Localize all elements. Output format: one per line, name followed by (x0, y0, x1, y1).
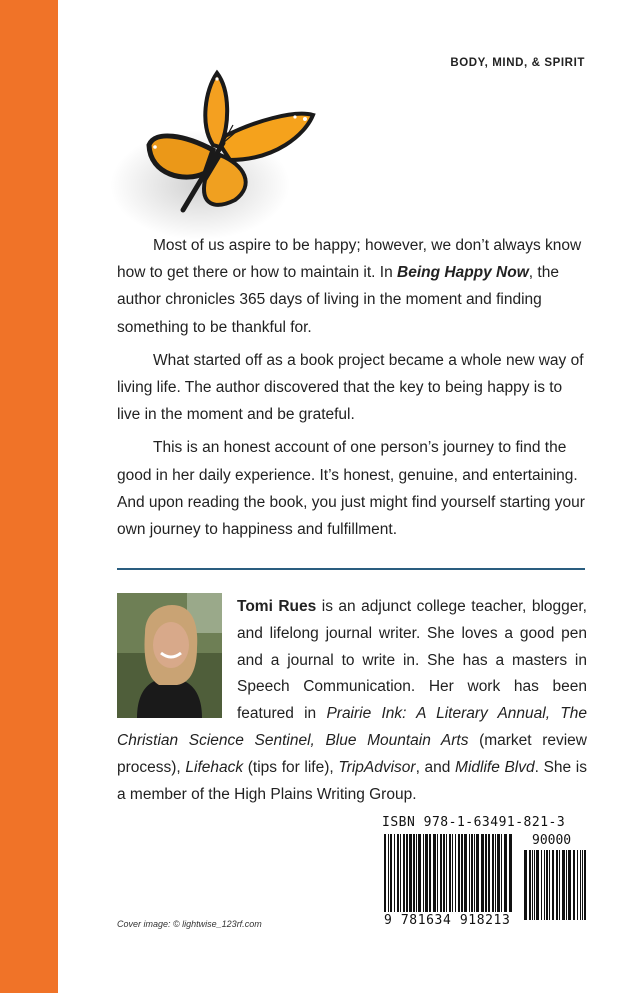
category-label: BODY, MIND, & SPIRIT (450, 57, 585, 69)
section-divider (117, 568, 585, 570)
book-title: Being Happy Now (397, 264, 529, 282)
author-name: Tomi Rues (237, 598, 317, 615)
blurb-paragraph-3: This is an honest account of one person’s journey to find the good in her daily experience. It’s honest, genuine, and entertaining. And upon reading the book, you just might find yourself starting your own journey to happiness and fulfillment. (117, 439, 585, 539)
cover-image-credit: Cover image: © lightwise_123rf.com (117, 919, 262, 929)
spine-stripe (0, 0, 58, 993)
book-blurb (117, 232, 587, 549)
price-code: 90000 (532, 833, 572, 848)
blurb-paragraph-2: What started off as a book project became a whole new way of living life. The author discovered that the key to being happy is to live in the moment and be grateful. (117, 351, 584, 424)
ean-number: 9 781634 918213 (384, 913, 511, 928)
isbn-text: ISBN 978-1-63491-821-3 (382, 815, 566, 830)
author-bio: Tomi Rues is an adjunct college teacher, blogger, and lifelong journal writer. She loves a good pen and a journal to write in. She has a masters in Speech Communication. Her work has been featured in Prairie Ink: A Literary Annual, The Christian Science Sentinel, Blue Mountain Arts (market review process), Lifehack (tips for life), TripAdvisor, and Midlife Blvd. She is a member of the High Plains Writing Group. (117, 598, 587, 803)
butterfly-image (105, 65, 320, 240)
blurb-paragraph-1: Most of us aspire to be happy; however, we don’t always know how to get there or how to maintain it. In Being Happy Now, the author chronicles 365 days of living in the moment and finding something to be thankful for. (117, 237, 582, 336)
